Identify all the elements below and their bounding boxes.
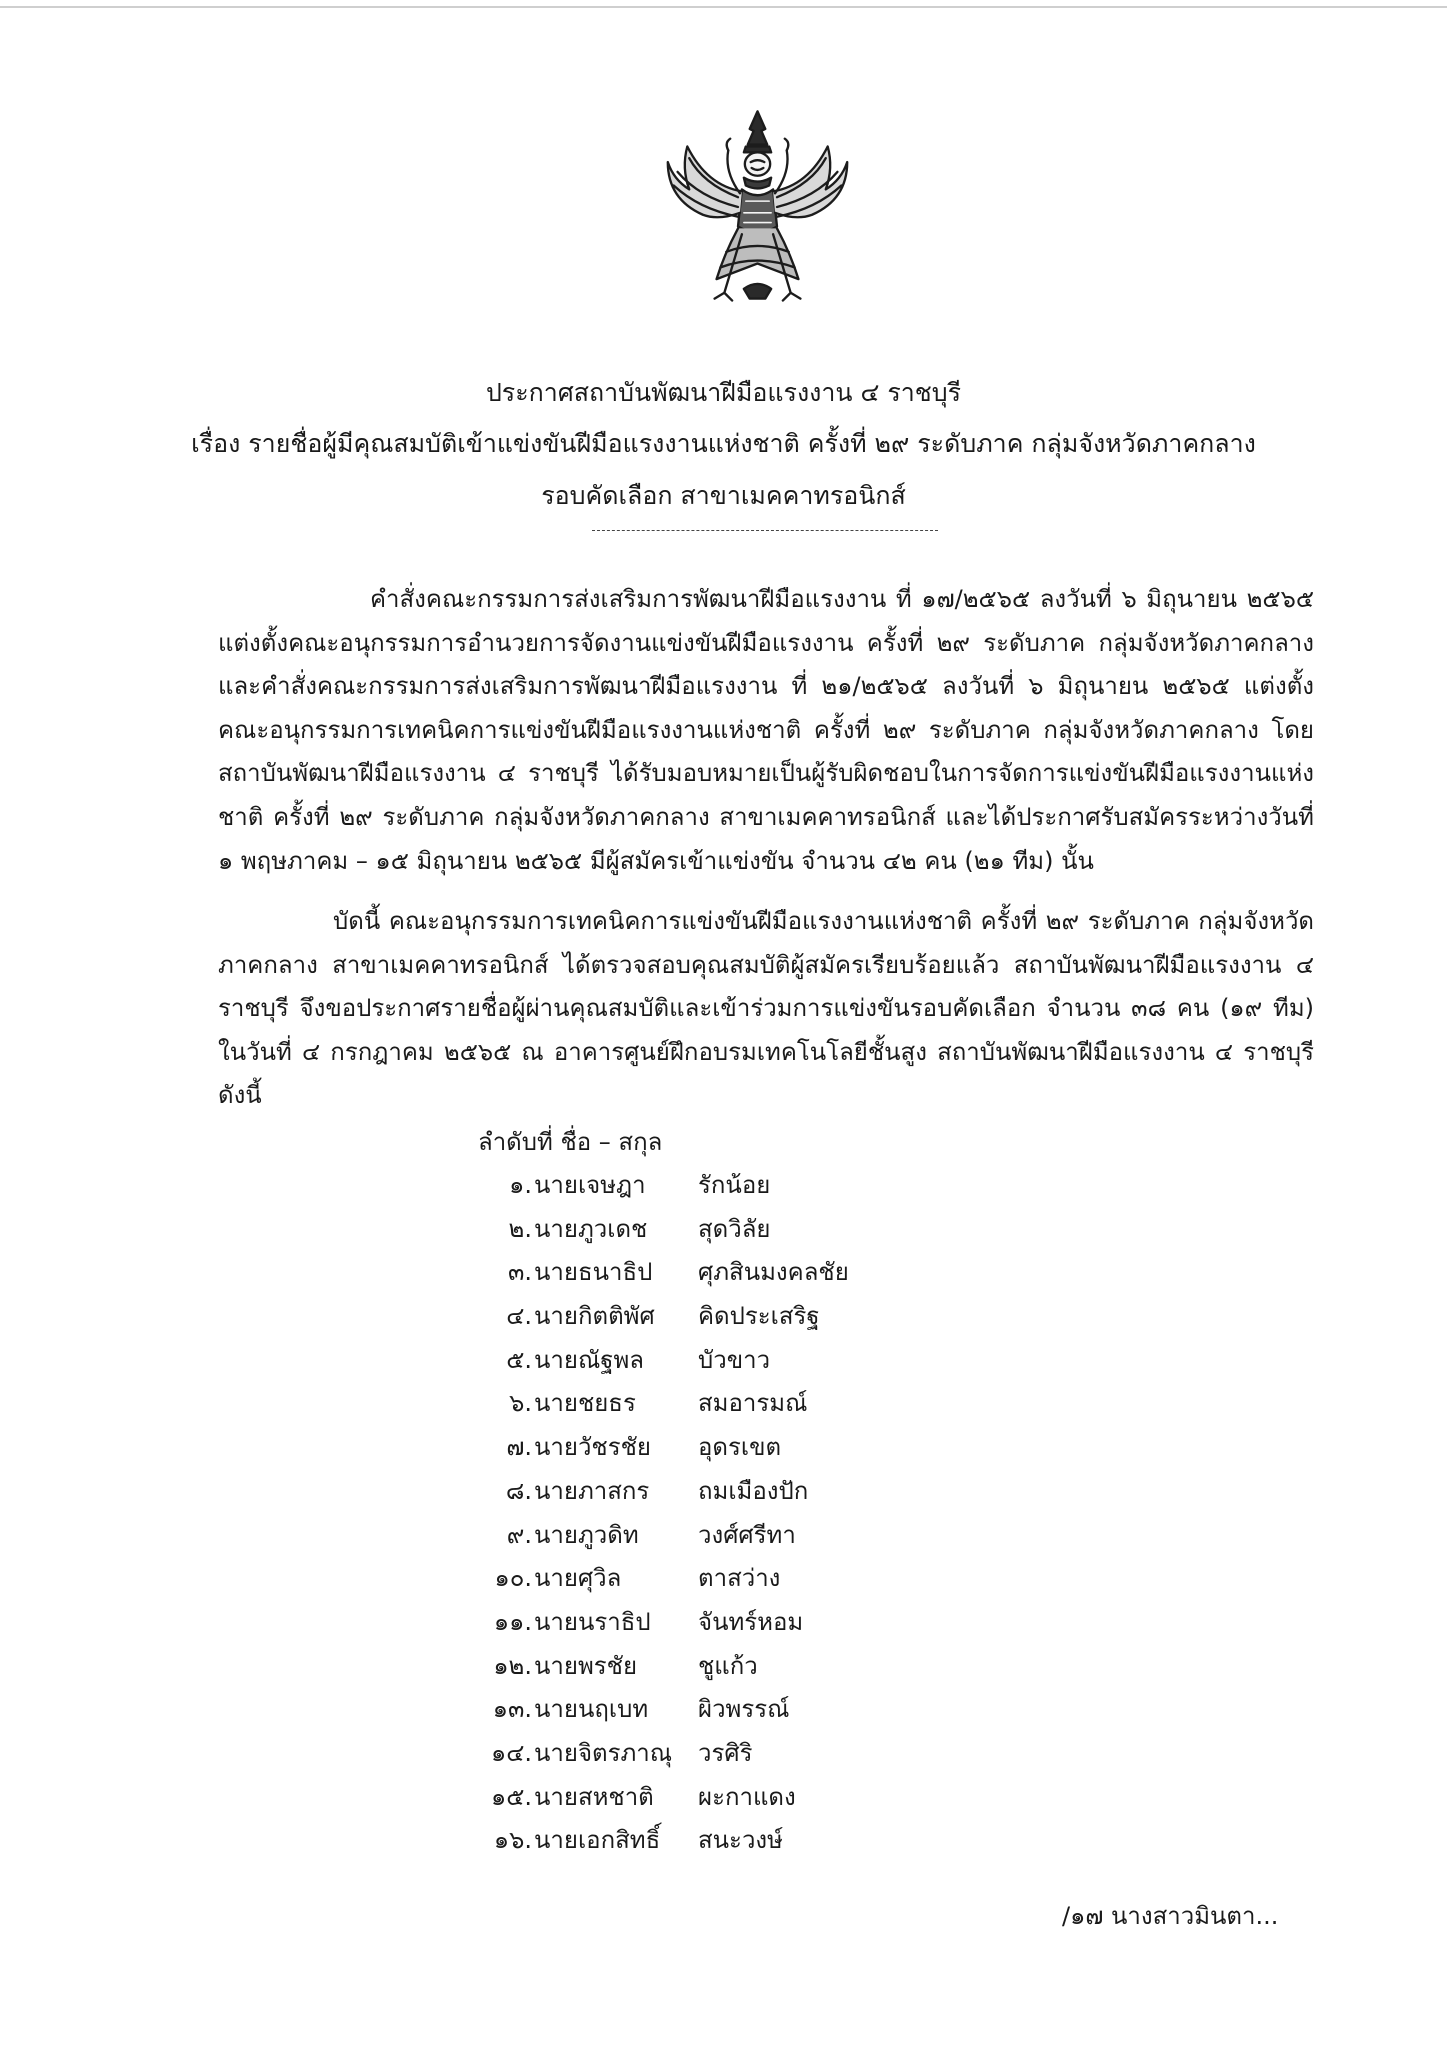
list-item-given-name: นายเอกสิทธิ์ bbox=[534, 1826, 661, 1855]
list-item bbox=[470, 1470, 970, 1514]
list-header: ลำดับที่ ชื่อ – สกุล bbox=[478, 1128, 663, 1156]
list-item-family-name: ชูแก้ว bbox=[698, 1651, 758, 1680]
list-item-given-name: นายเจษฎา bbox=[534, 1171, 646, 1199]
list-item-given-name: นายวัชรชัย bbox=[534, 1433, 651, 1462]
list-item-family-name: ตาสว่าง bbox=[698, 1564, 781, 1593]
list-item-number: ๑๖. bbox=[493, 1826, 532, 1855]
list-item bbox=[470, 1732, 970, 1776]
announcement-subject: เรื่อง รายชื่อผู้มีคุณสมบัติเข้าแข่งขันฝีมือแรงงานแห่งชาติ ครั้งที่ ๒๙ ระดับภาค กลุ่มจังหวัดภาคกลาง bbox=[191, 429, 1256, 458]
list-item-family-name: ผิวพรรณ์ bbox=[698, 1695, 790, 1724]
list-item-number: ๖. bbox=[509, 1389, 532, 1418]
list-item-number: ๘. bbox=[505, 1476, 532, 1505]
list-item-number: ๑๒. bbox=[493, 1651, 532, 1680]
list-item-family-name: บัวขาว bbox=[698, 1345, 771, 1374]
list-item-number: ๑. bbox=[509, 1171, 532, 1199]
list-item-number: ๑๓. bbox=[492, 1695, 532, 1724]
list-item-given-name: นายจิตรภาณุ bbox=[534, 1738, 673, 1767]
list-item bbox=[470, 1557, 970, 1601]
list-item-given-name: นายนฤเบท bbox=[534, 1695, 649, 1724]
list-item-family-name: วรศิริ bbox=[698, 1738, 753, 1767]
list-item-number: ๒. bbox=[508, 1214, 532, 1243]
list-item-given-name: นายพรชัย bbox=[534, 1651, 638, 1680]
list-item-number: ๑๔. bbox=[490, 1738, 532, 1767]
list-item-family-name: อุดรเขต bbox=[698, 1433, 782, 1462]
list-item-given-name: นายสหชาติ bbox=[534, 1782, 654, 1811]
list-item-number: ๔. bbox=[506, 1302, 532, 1331]
list-item-family-name: สุดวิลัย bbox=[698, 1214, 771, 1243]
list-item-given-name: นายณัฐพล bbox=[534, 1345, 644, 1374]
list-item bbox=[470, 1208, 970, 1252]
list-item bbox=[470, 1426, 970, 1470]
list-item bbox=[470, 1339, 970, 1383]
list-item-number: ๕. bbox=[506, 1345, 532, 1374]
participant-list bbox=[470, 1164, 970, 1863]
list-item-number: ๑๐. bbox=[494, 1564, 532, 1593]
list-item bbox=[470, 1819, 970, 1863]
list-item-family-name: รักน้อย bbox=[698, 1171, 771, 1199]
scan-edge-line bbox=[0, 6, 1447, 8]
list-item-number: ๓. bbox=[507, 1258, 532, 1287]
list-item-family-name: ศุภสินมงคลชัย bbox=[698, 1258, 849, 1287]
list-item-number: ๑๕. bbox=[490, 1782, 532, 1811]
list-item bbox=[470, 1601, 970, 1645]
list-item-number: ๗. bbox=[506, 1433, 532, 1462]
body-paragraph-1: คำสั่งคณะกรรมการส่งเสริมการพัฒนาฝีมือแรงงาน ที่ ๑๗/๒๕๖๕ ลงวันที่ ๖ มิถุนายน ๒๕๖๕ แต่งตั้งคณะอนุกรรมการอำนวยการจัดงานแข่งขันฝีมือแรงงาน ครั้งที่ ๒๙ ระดับภาค กลุ่มจังหวัดภาคกลาง และคำสั่งคณะกรรมการส่งเสริมการพัฒนาฝีมือแรงงาน ที่ ๒๑/๒๕๖๕ ลงวันที่ ๖ มิถุนายน ๒๕๖๕ แต่งตั้งคณะอนุกรรมการเทคนิคการแข่งขันฝีมือแรงงานแห่งชาติ ครั้งที่ ๒๙ ระดับภาค กลุ่มจังหวัดภาคกลาง โดยสถาบันพัฒนาฝีมือแรงงาน ๔ ราชบุรี ได้รับมอบหมายเป็นผู้รับผิดชอบในการจัดการแข่งขันฝีมือแรงงานแห่งชาติ ครั้งที่ ๒๙ ระดับภาค กลุ่มจังหวัดภาคกลาง สาขาเมคคาทรอนิกส์ และได้ประกาศรับสมัครระหว่างวันที่ ๑ พฤษภาคม – ๑๕ มิถุนายน ๒๕๖๕ มีผู้สมัครเข้าแข่งขัน จำนวน ๔๒ คน (๒๑ ทีม) นั้น bbox=[218, 585, 1314, 875]
list-item-given-name: นายนราธิป bbox=[534, 1607, 651, 1636]
list-item-given-name: นายภูวเดช bbox=[534, 1214, 648, 1243]
list-item-number: ๙. bbox=[506, 1520, 532, 1549]
list-item-given-name: นายภูวดิท bbox=[534, 1520, 639, 1549]
list-item bbox=[470, 1382, 970, 1426]
list-item bbox=[470, 1776, 970, 1820]
list-item-given-name: นายกิตติพัศ bbox=[534, 1302, 655, 1331]
list-item bbox=[470, 1164, 970, 1208]
list-item-family-name: สมอารมณ์ bbox=[698, 1389, 808, 1418]
list-item bbox=[470, 1251, 970, 1295]
list-item bbox=[470, 1645, 970, 1689]
list-item-family-name: คิดประเสริฐ bbox=[698, 1302, 820, 1331]
list-item-given-name: นายธนาธิป bbox=[534, 1258, 653, 1287]
announcement-round: รอบคัดเลือก สาขาเมคคาทรอนิกส์ bbox=[541, 481, 906, 510]
announcement-title: ประกาศสถาบันพัฒนาฝีมือแรงงาน ๔ ราชบุรี bbox=[485, 378, 962, 407]
body-paragraph-2: บัดนี้ คณะอนุกรรมการเทคนิคการแข่งขันฝีมือแรงงานแห่งชาติ ครั้งที่ ๒๙ ระดับภาค กลุ่มจังหวัดภาคกลาง สาขาเมคคาทรอนิกส์ ได้ตรวจสอบคุณสมบัติผู้สมัครเรียบร้อยแล้ว สถาบันพัฒนาฝีมือแรงงาน ๔ ราชบุรี จึงขอประกาศรายชื่อผู้ผ่านคุณสมบัติและเข้าร่วมการแข่งขันรอบคัดเลือก จำนวน ๓๘ คน (๑๙ ทีม) ในวันที่ ๔ กรกฎาคม ๒๕๖๕ ณ อาคารศูนย์ฝึกอบรมเทคโนโลยีชั้นสูง สถาบันพัฒนาฝีมือแรงงาน ๔ ราชบุรี ดังนี้ bbox=[218, 907, 1315, 1110]
list-item-family-name: ผะกาแดง bbox=[698, 1782, 796, 1811]
list-item bbox=[470, 1688, 970, 1732]
list-item-given-name: นายชยธร bbox=[534, 1389, 636, 1418]
list-item-family-name: วงศ์ศรีทา bbox=[698, 1520, 796, 1549]
list-item bbox=[470, 1514, 970, 1558]
title-divider bbox=[592, 530, 938, 531]
list-item-family-name: ถมเมืองปัก bbox=[698, 1476, 809, 1505]
list-item-given-name: นายศุวิล bbox=[534, 1564, 622, 1593]
garuda-emblem-icon bbox=[660, 105, 855, 305]
list-item-family-name: จันทร์หอม bbox=[698, 1607, 804, 1636]
list-item-given-name: นายภาสกร bbox=[534, 1476, 650, 1505]
list-item bbox=[470, 1295, 970, 1339]
continuation-reference: /๑๗ นางสาวมินตา... bbox=[1062, 1902, 1279, 1930]
list-item-family-name: สนะวงษ์ bbox=[698, 1826, 783, 1855]
list-item-number: ๑๑. bbox=[493, 1607, 532, 1636]
